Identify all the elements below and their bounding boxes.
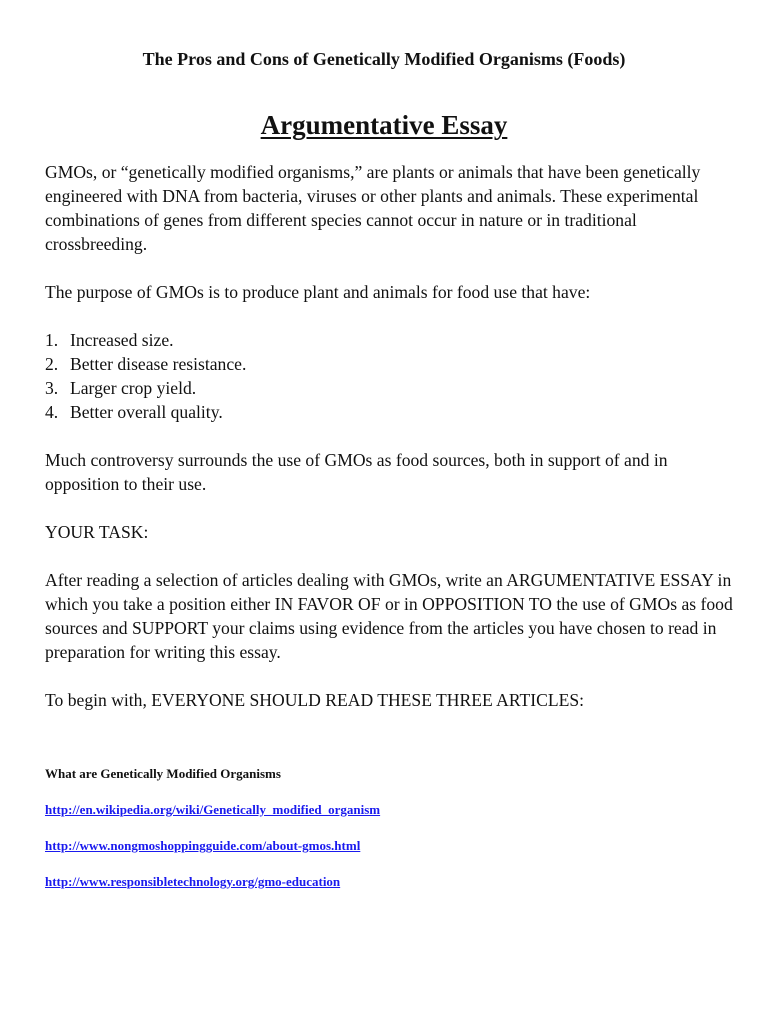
list-number: 1.: [45, 330, 59, 350]
benefits-list: [45, 328, 735, 424]
list-item: [45, 400, 735, 424]
list-text: Better disease resistance.: [70, 354, 247, 374]
document-body: [45, 160, 735, 736]
intro-paragraph: GMOs, or “genetically modified organisms,” are plants or animals that have been genetically engineered with DNA from bacteria, viruses or other plants and animals. These experimental combinations of genes from different species cannot occur in nature or in traditional crossbreeding.: [45, 162, 701, 254]
responsible-technology-link[interactable]: http://www.responsibletechnology.org/gmo-education: [45, 874, 341, 889]
essay-heading: Argumentative Essay: [260, 110, 508, 140]
nongmo-guide-link[interactable]: http://www.nongmoshoppingguide.com/about-gmos.html: [45, 838, 361, 853]
task-label: YOUR TASK:: [45, 522, 149, 542]
list-text: Increased size.: [70, 330, 174, 350]
list-text: Larger crop yield.: [70, 378, 197, 398]
begin-paragraph: To begin with, EVERYONE SHOULD READ THESE THREE ARTICLES:: [45, 690, 585, 710]
controversy-paragraph: Much controversy surrounds the use of GMOs as food sources, both in support of and in opposition to their use.: [45, 450, 668, 494]
list-item: [45, 328, 735, 352]
list-number: 4.: [45, 402, 59, 422]
list-number: 3.: [45, 378, 59, 398]
purpose-paragraph: The purpose of GMOs is to produce plant and animals for food use that have:: [45, 282, 591, 302]
list-item: [45, 376, 735, 400]
links-heading: What are Genetically Modified Organisms: [45, 766, 281, 781]
wikipedia-link[interactable]: http://en.wikipedia.org/wiki/Genetically_modified_organism: [45, 802, 381, 817]
list-item: [45, 352, 735, 376]
list-number: 2.: [45, 354, 59, 374]
links-section: [45, 765, 735, 909]
document-title: The Pros and Cons of Genetically Modified Organisms (Foods): [142, 49, 626, 69]
list-text: Better overall quality.: [70, 402, 223, 422]
task-paragraph: After reading a selection of articles dealing with GMOs, write an ARGUMENTATIVE ESSAY in which you take a position either IN FAVOR OF or in OPPOSITION TO the use of GMOs as food sources and SUPPORT your claims using evidence from the articles you have chosen to read in preparation for writing this essay.: [45, 570, 733, 662]
